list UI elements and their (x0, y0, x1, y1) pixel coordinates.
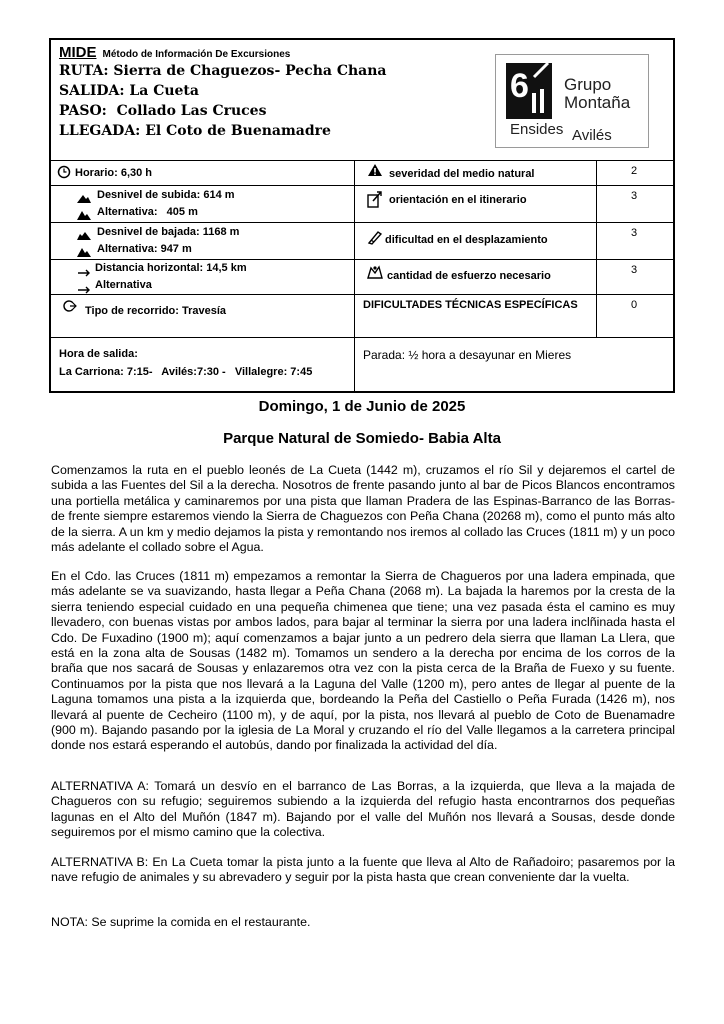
mide-row-distancia (51, 260, 673, 295)
dificultad-value: 3 (631, 227, 638, 239)
esfuerzo-label: cantidad de esfuerzo necesario (387, 270, 551, 282)
route-start: SALIDA: La Cueta (59, 83, 199, 99)
mide-row-horarios (51, 338, 673, 391)
distance-arrow-icon (77, 264, 91, 282)
dificultad-label: dificultad en el desplazamiento (385, 234, 548, 246)
paragraph-route: En el Cdo. las Cruces (1811 m) empezamos a remontar la Sierra de Chagueros por una ladera empinada, que más adelante se va suavizando, hasta llegar a Peña Chana (2068 m). La bajada la haremos por la cresta de la sierra teniendo especial cuidado en una pequeña chimenea que tiene; una vez pasada ésta el camino es muy llevadero, con buenas vistas por ambos lados, para bajar al terminar la sierra por una ladera inclñinada hasta el Cdo. De Fuxadino (1900 m); aquí comenzamos a bajar junto a un pedrero dela sierra que llaman La Llera, que está en la zona alta de Sousas (1482 m). Tomamos un sendero a la derecha por encima de los corros de la braña que nos sacará de Sousas y enlazaremos otra vez con la pista cerca de la Braña de Fuexo y su fuente. Continuamos por la pista que nos llevará a la Laguna del Valle (1200 m), pero antes de llegar al puente de la Laguna tomamos una pista a la izquierda que, bordeando la Peña del Castiello o Peña Furada (1426 m), nos llevará al puente de Cecheiro (1100 m), y de aquí, por la pista, nos llevará al pueblo de Coto de Buenamadre (900 m). Bajando pasando por la iglesia de La Moral y cruzando el río del Valle llegamos a la carretera principal donde nos estará esperando el autobús, dando por finalizada la actividad del día. (51, 569, 675, 753)
route-end: LLEGADA: El Coto de Buenamadre (59, 123, 331, 139)
logo-text-ensides: Ensides (510, 121, 564, 138)
horarios-text: La Carriona: 7:15- Avilés:7:30 - Villalegre: 7:45 (59, 366, 313, 378)
warning-icon (367, 163, 383, 182)
clock-icon (57, 165, 71, 184)
logo-text-grupo: Grupo (564, 75, 612, 94)
descent-icon (77, 227, 91, 245)
mide-row-bajada (51, 223, 673, 260)
route-type-icon (61, 299, 77, 318)
esfuerzo-value: 3 (631, 264, 638, 276)
mide-table (49, 38, 675, 393)
alternativa-distancia-text: Alternativa (95, 279, 152, 291)
alternativa-bajada-text: Alternativa: 947 m (97, 243, 192, 255)
club-logo (495, 54, 649, 148)
severidad-label: severidad del medio natural (389, 168, 535, 180)
severidad-value: 2 (631, 165, 638, 177)
distancia-text: Distancia horizontal: 14,5 km (95, 262, 247, 274)
boot-icon (367, 229, 383, 250)
route-name: RUTA: Sierra de Chaguezos- Pecha Chana (59, 63, 387, 79)
mide-row-tipo (51, 295, 673, 338)
date-title: Domingo, 1 de Junio de 2025 (258, 398, 466, 415)
route-pass: PASO: Collado Las Cruces (59, 103, 267, 119)
alternativa-subida-text: Alternativa: 405 m (97, 206, 198, 218)
ascent-icon (77, 190, 91, 208)
orientation-icon (367, 190, 383, 213)
desnivel-subida-text: Desnivel de subida: 614 m (97, 189, 235, 201)
paragraph-alternativa-b: ALTERNATIVA B: En La Cueta tomar la pista junto a la fuente que lleva al Alto de Rañadoiro; pasaremos por la nave refugio de animales y su abrevadero y seguir por la pista hasta que crean conveniente dar la vuelta. (51, 855, 675, 885)
svg-text:6: 6 (510, 67, 529, 105)
hora-salida-label: Hora de salida: (59, 348, 138, 360)
paragraph-alternativa-a: ALTERNATIVA A: Tomará un desvío en el barranco de Las Borras, a la izquierda, que lleva a la majada de Chagueros con su refugio; seguiremos subiendo a la izquierda del refugio hasta encontrarnos dos pequeñas lagunas en el Alto del Muñón (1847 m). Bajando por el valle del Muñón nos llevará a Sousas, desde donde seguiremos por el mismo camino que la colectiva. (51, 779, 675, 840)
effort-icon (367, 265, 383, 284)
horario-text: Horario: 6,30 h (75, 167, 153, 179)
orientacion-label: orientación en el itinerario (389, 194, 527, 206)
route-header (51, 40, 673, 161)
logo-text-montana: Montaña (564, 93, 631, 112)
logo-text-aviles: Avilés (572, 127, 612, 144)
park-title: Parque Natural de Somiedo- Babia Alta (223, 430, 501, 447)
parada-text: Parada: ½ hora a desayunar en Mieres (363, 348, 572, 362)
tecnicas-value: 0 (631, 299, 638, 311)
orientacion-value: 3 (631, 190, 638, 202)
paragraph-nota: NOTA: Se suprime la comida en el restaurante. (51, 915, 311, 929)
paragraph-intro: Comenzamos la ruta en el pueblo leonés de La Cueta (1442 m), cruzamos el río Sil y dejaremos el cartel de subida a las Fuentes del Sil a la derecha. Nosotros de frente pasando junto al bar de Picos Blancos encontramos una portiella metálica y caminaremos por una pista que llaman Pradera de las Espinas-Barranco de las Borras- de frente siempre estaremos viendo la Sierra de Chaguezos con Peña Chana (20268 m), como el punto más alto de la sierra. A un km y medio dejamos la pista y remontando nos iremos al collado las Cruces (1811 m) y un poco más adelante el collado sobre el Agua. (51, 463, 675, 555)
mide-row-horario (51, 161, 673, 186)
tipo-recorrido-text: Tipo de recorrido: Travesía (85, 305, 227, 317)
desnivel-bajada-text: Desnivel de bajada: 1168 m (97, 226, 240, 238)
mide-row-subida (51, 186, 673, 223)
mide-label: MIDE (59, 44, 97, 61)
mide-title (59, 44, 386, 61)
tecnicas-label: DIFICULTADES TÉCNICAS ESPECÍFICAS (363, 299, 578, 311)
mide-full-name: Método de Información De Excursiones (102, 49, 291, 60)
